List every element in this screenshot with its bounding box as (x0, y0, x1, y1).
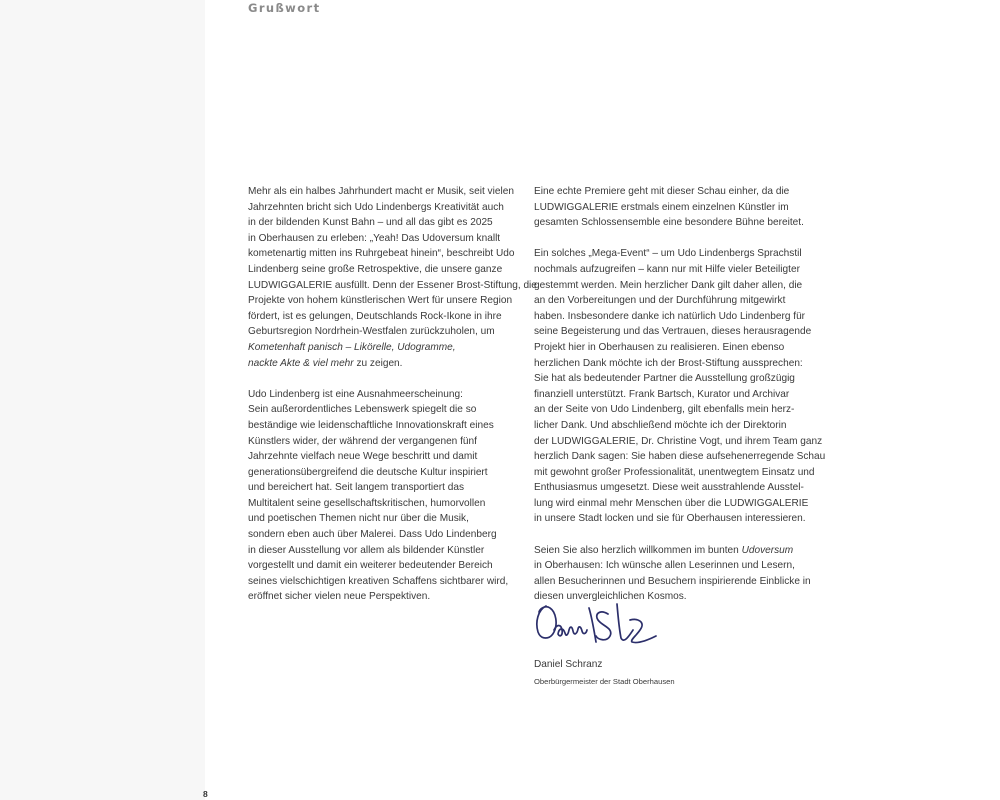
text-line: gesamten Schlossensemble eine besondere Bühne bereitet. (534, 217, 804, 229)
text-line: Sie hat als bedeutender Partner die Ausstellung großzügig (534, 373, 795, 385)
handwritten-signature (532, 600, 682, 652)
exhibition-title-line: Kometenhaft panisch – Likörelle, Udogramme, (248, 341, 456, 353)
right-paragraph-1 (534, 184, 804, 231)
text-line: vorgestellt und damit ein weiterer bedeutender Bereich (248, 560, 493, 572)
text-line: finanziell unterstützt. Frank Bartsch, Kurator und Archivar (534, 388, 790, 400)
text-line: in Oberhausen: Ich wünsche allen Leserinnen und Lesern, (534, 560, 795, 572)
text-line: fördert, ist es gelungen, Deutschlands Rock-Ikone in ihre (248, 310, 502, 322)
text-line: kometenartig mitten ins Ruhrgebeat hinein“, beschreibt Udo (248, 248, 515, 260)
text-line: Mehr als ein halbes Jahrhundert macht er Musik, seit vielen (248, 186, 514, 197)
text-line: Projekt hier in Oberhausen zu realisieren. Einen ebenso (534, 341, 785, 353)
text-line (534, 543, 804, 559)
text-line: herzlich Dank sagen: Sie haben diese aufsehenerregende Schau (534, 451, 826, 463)
text-line: haben. Insbesondere danke ich natürlich Udo Lindenberg für (534, 310, 806, 322)
text-line: Projekte von hohem künstlerischen Wert für unsere Region (248, 295, 513, 307)
page-margin-strip (0, 0, 205, 800)
text-line: nochmals aufzugreifen – kann nur mit Hilfe vieler Beteiligter (534, 263, 800, 275)
text-line: seine Begeisterung und das Vertrauen, dieses herausragende (534, 326, 812, 338)
right-paragraph-3 (534, 543, 811, 605)
right-paragraph-2 (534, 246, 826, 527)
text-line: mit gewohnt großer Professionalität, unentwegtem Einsatz und (534, 466, 815, 478)
text-line: Künstlers wider, der während der vergangenen fünf (248, 435, 477, 447)
text-line: seines vielschichtigen kreativen Schaffens sichtbarer wird, (248, 575, 509, 587)
section-title: Grußwort (248, 1, 321, 15)
text-line: diesen unvergleichlichen Kosmos. (534, 591, 687, 603)
text-line: und poetischen Themen nicht nur über die Musik, (248, 513, 469, 525)
text-line: licher Dank. Und abschließend möchte ich der Direktorin (534, 419, 787, 431)
text-line: Multitalent seine gesellschaftskritischen, humorvollen (248, 497, 486, 509)
text-line: gestemmt werden. Mein herzlicher Dank gilt daher allen, die (534, 279, 803, 291)
text-line: Sein außerordentliches Lebenswerk spiegelt die so (248, 404, 477, 416)
text-line: Lindenberg seine große Retrospektive, die unsere ganze (248, 263, 503, 275)
text-line: herzlichen Dank möchte ich der Brost-Stiftung aussprechen: (534, 357, 803, 369)
page-number: 8 (203, 789, 208, 799)
text-line: Udo Lindenberg ist eine Ausnahmeerscheinung: (248, 388, 463, 400)
text-line: an der Seite von Udo Lindenberg, gilt ebenfalls mein herz- (534, 404, 795, 416)
text-line: Ein solches „Mega-Event“ – um Udo Lindenbergs Sprachstil (534, 248, 802, 260)
right-text-column (534, 184, 826, 621)
text-line (248, 356, 510, 372)
text-line: LUDWIGGALERIE ausfüllt. Denn der Essener Brost-Stiftung, die (248, 279, 537, 291)
signer-name: Daniel Schranz (534, 659, 603, 670)
udoversum-italic: Udoversum (741, 544, 794, 556)
text-line: LUDWIGGALERIE erstmals einem einzelnen Künstler im (534, 201, 789, 213)
text-line: generationsübergreifend die deutsche Kultur inspiriert (248, 466, 488, 478)
text-line: Jahrzehnten bricht sich Udo Lindenbergs Kreativität auch (248, 201, 504, 213)
text-line: und bereichert hat. Seit langem transportiert das (248, 482, 465, 494)
text-line: an den Vorbereitungen und der Durchführung mitgewirkt (534, 295, 786, 307)
text-line: sondern eben auch über Malerei. Dass Udo Lindenberg (248, 529, 497, 541)
text-line: Enthusiasmus umgesetzt. Diese weit ausstrahlende Ausstel- (534, 482, 804, 494)
signer-role: Oberbürgermeister der Stadt Oberhausen (534, 677, 675, 686)
text-fragment: Seien Sie also herzlich willkommen im bunten (534, 544, 742, 556)
text-line: in der bildenden Kunst Bahn – und all das gibt es 2025 (248, 217, 493, 229)
text-line: eröffnet sicher vielen neue Perspektiven. (248, 591, 431, 603)
text-line: in unsere Stadt locken und sie für Oberhausen interessieren. (534, 513, 806, 525)
text-line: beständige wie leidenschaftliche Innovationskraft eines (248, 419, 494, 431)
text-line: allen Besucherinnen und Besuchern inspirierende Einblicke in (534, 575, 811, 587)
text-line: lung wird einmal mehr Menschen über die LUDWIGGALERIE (534, 497, 809, 509)
text-line: Geburtsregion Nordrhein-Westfalen zurückzuholen, um (248, 326, 495, 338)
exhibition-title-line: nackte Akte & viel mehr (248, 357, 354, 369)
left-paragraph-1 (248, 184, 537, 371)
text-line: in dieser Ausstellung vor allem als bildender Künstler (248, 544, 485, 556)
text-line: Eine echte Premiere geht mit dieser Schau einher, da die (534, 186, 790, 197)
text-fragment: zu zeigen. (353, 357, 403, 369)
text-line: in Oberhausen zu erleben: „Yeah! Das Udoversum knallt (248, 232, 501, 244)
text-line: der LUDWIGGALERIE, Dr. Christine Vogt, und ihrem Team ganz (534, 435, 823, 447)
text-line: Jahrzehnte vielfach neue Wege beschritt und damit (248, 451, 478, 463)
left-paragraph-2 (248, 387, 510, 605)
left-text-column (248, 184, 537, 621)
